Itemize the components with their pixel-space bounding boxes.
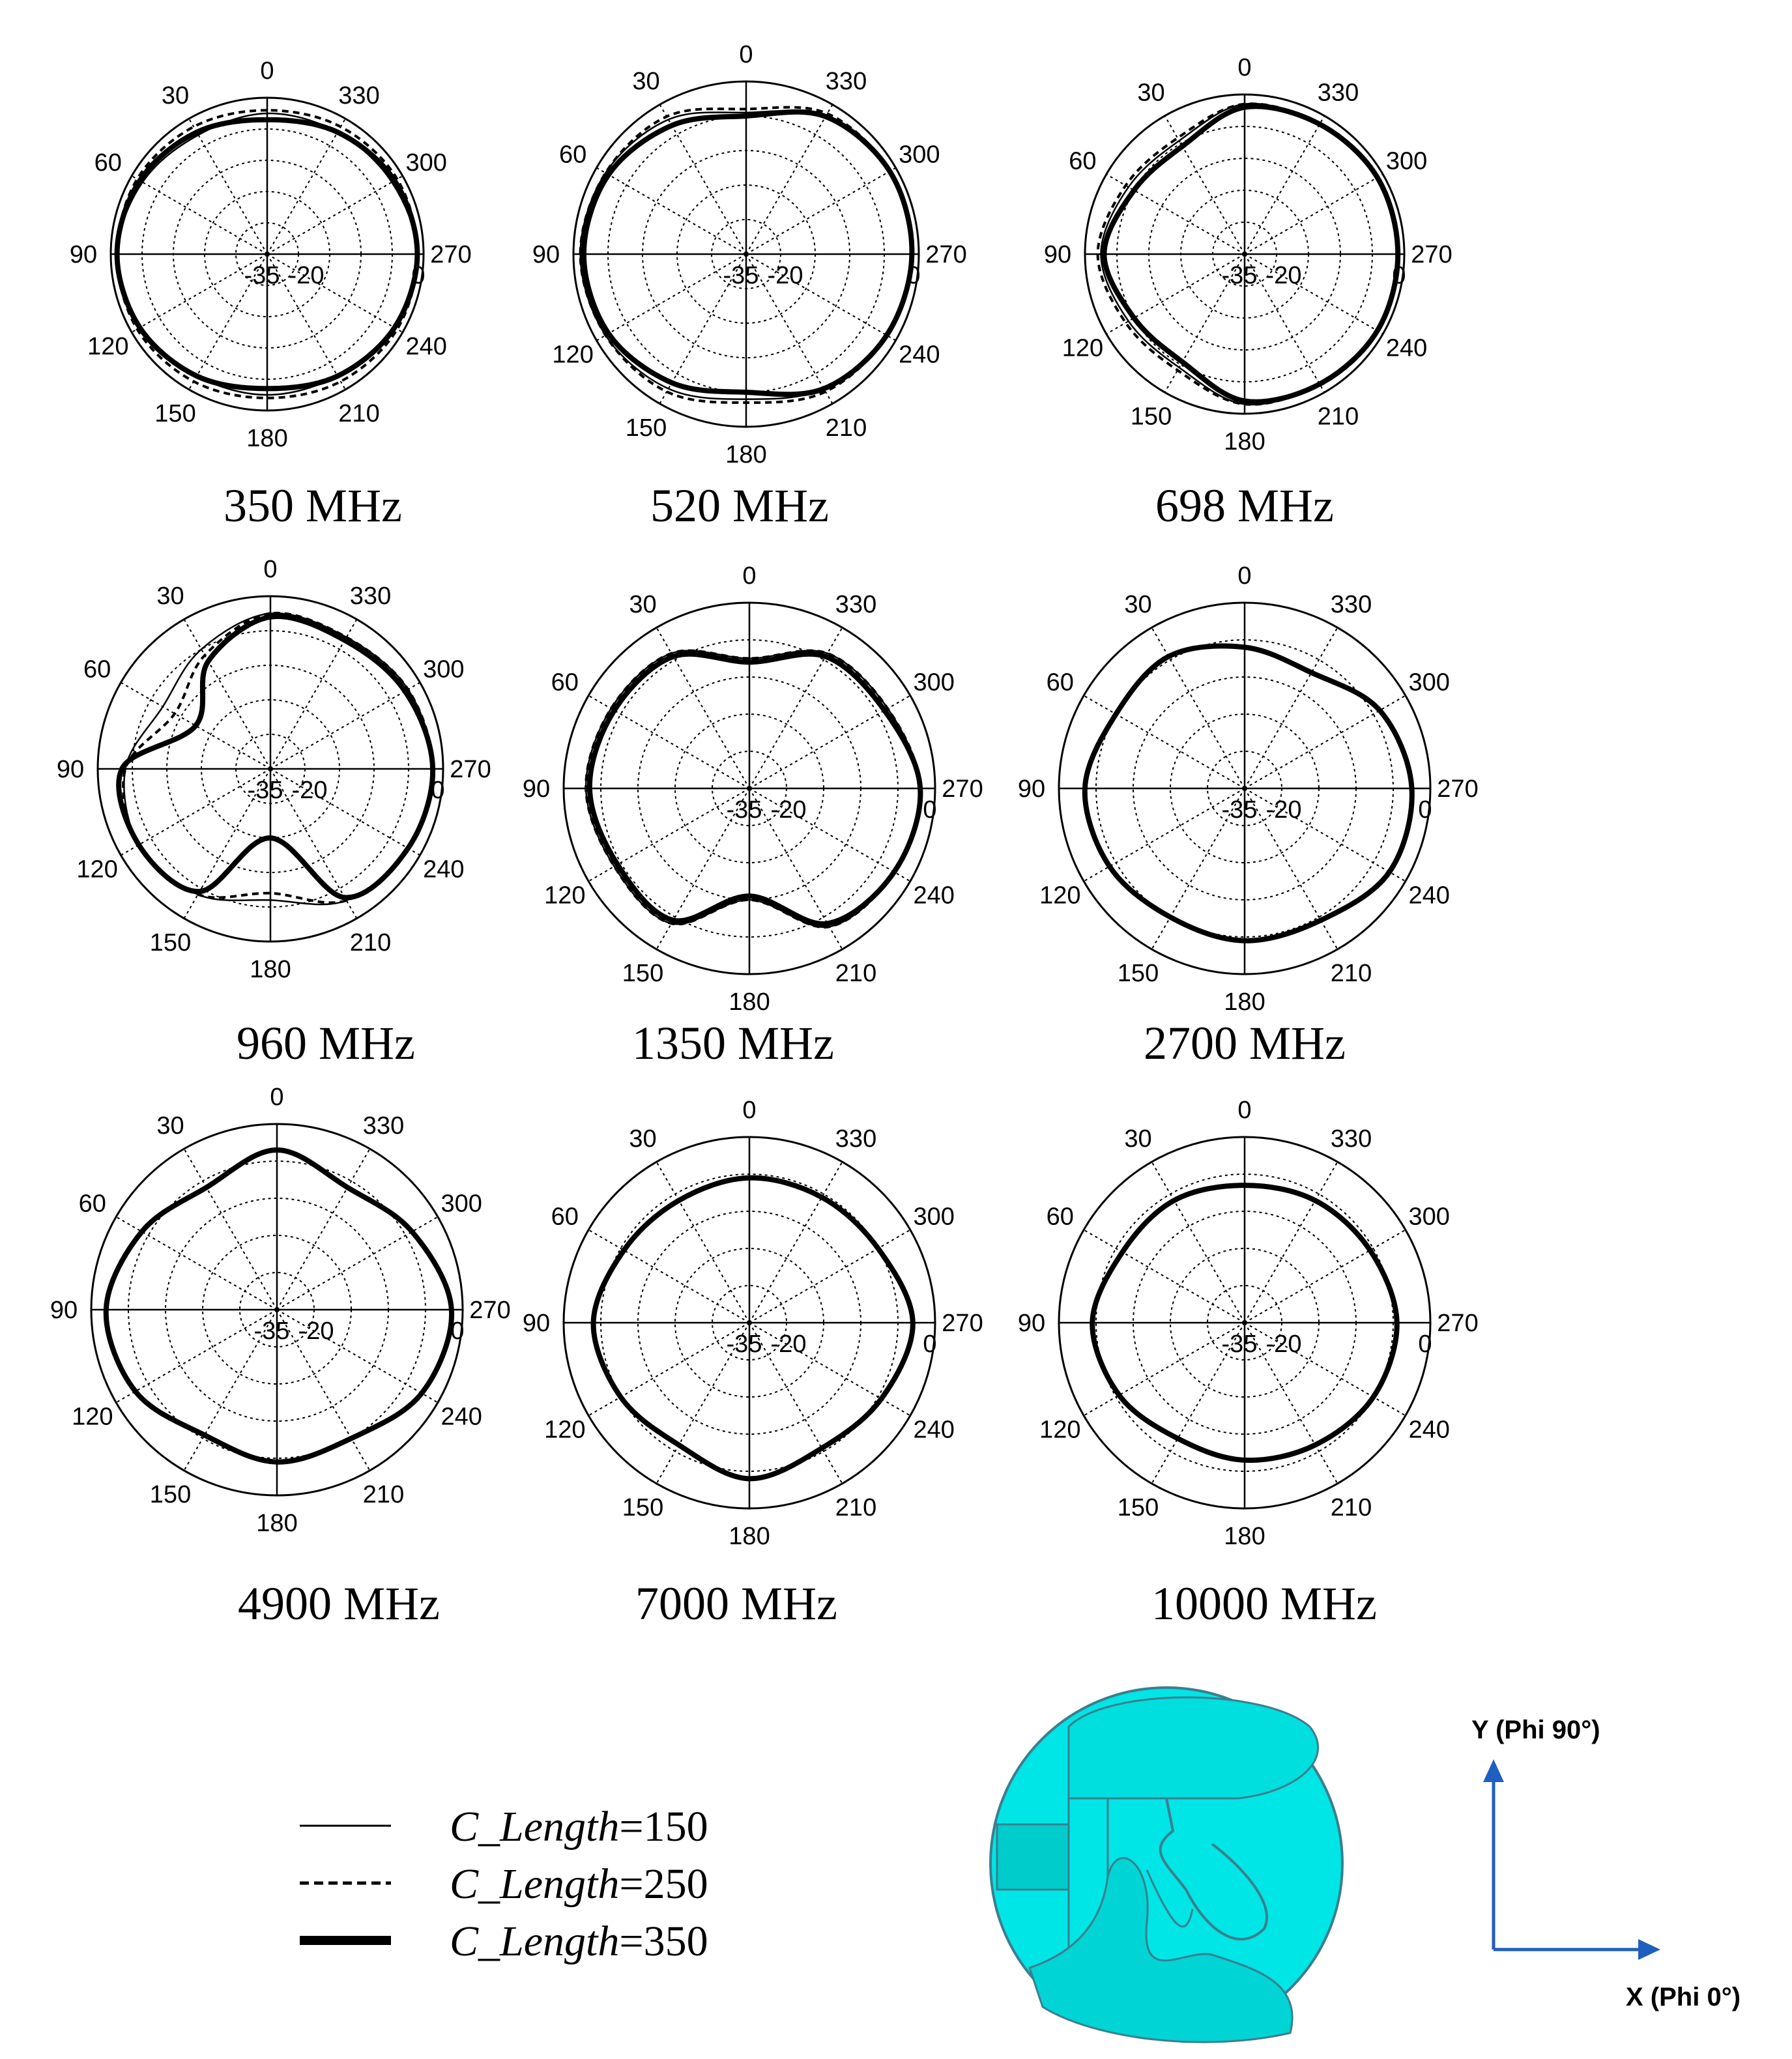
angle-tick-label: 270 (430, 241, 472, 268)
angle-tick-label: 90 (56, 756, 85, 783)
angle-tick-label: 270 (450, 756, 491, 783)
angle-tick-label: 180 (250, 956, 291, 983)
grid-spoke (746, 105, 833, 254)
angle-tick-label: 180 (256, 1510, 298, 1537)
angle-tick-label: 90 (522, 775, 551, 803)
frequency-caption: 698 MHz (1155, 480, 1334, 532)
antenna-top-patch (1069, 1697, 1318, 1798)
grid-spoke (1245, 116, 1325, 254)
radial-tick-label: -35 (1221, 262, 1258, 289)
angle-tick-label: 180 (729, 1523, 770, 1550)
radial-tick-label: -35 (1221, 796, 1258, 824)
series-line-c-length-350 (106, 1150, 452, 1462)
frequency-caption: 960 MHz (237, 1017, 415, 1069)
angle-tick-label: 0 (742, 562, 757, 590)
angle-tick-label: 0 (1237, 1097, 1252, 1124)
angle-tick-label: 150 (154, 400, 196, 428)
angle-tick-label: 270 (1437, 775, 1479, 803)
legend-label-350: C_Length=350 (450, 1918, 708, 1965)
radial-tick-label: -20 (1265, 1331, 1302, 1358)
radial-tick-label: -20 (1265, 796, 1302, 824)
radial-tick-label: -35 (247, 777, 283, 804)
polar-chart (1044, 54, 1452, 532)
grid-spoke (267, 176, 403, 254)
angle-tick-label: 240 (423, 856, 465, 884)
polar-chart (1018, 1097, 1479, 1630)
angle-tick-label: 90 (1017, 1310, 1046, 1337)
angle-tick-label: 120 (1039, 1416, 1081, 1444)
grid-spoke (1084, 696, 1245, 789)
series-line-c-length-250 (123, 613, 433, 902)
angle-tick-label: 150 (149, 929, 192, 957)
legend-label-250: C_Length=250 (450, 1860, 708, 1908)
grid-spoke (597, 168, 746, 255)
grid-spoke (270, 683, 420, 770)
angle-tick-label: 240 (913, 882, 955, 910)
radial-tick-label: -35 (244, 262, 280, 289)
angle-tick-label: 90 (1043, 241, 1072, 268)
angle-tick-label: 180 (729, 988, 770, 1016)
series-line-c-length-350 (1085, 646, 1412, 940)
radial-tick-label: 0 (1418, 1331, 1432, 1358)
angle-tick-label: 120 (552, 341, 594, 369)
radial-tick-label: 0 (1418, 796, 1432, 824)
angle-tick-label: 90 (50, 1297, 78, 1324)
angle-tick-label: 300 (441, 1190, 482, 1218)
angle-tick-label: 180 (1224, 428, 1265, 455)
angle-tick-label: 240 (441, 1403, 482, 1431)
angle-tick-label: 180 (1224, 988, 1265, 1016)
angle-tick-label: 120 (76, 856, 118, 884)
polar-chart (523, 1097, 983, 1630)
angle-tick-label: 60 (78, 1190, 106, 1218)
angle-tick-label: 240 (405, 333, 447, 360)
angle-tick-label: 330 (1330, 1125, 1372, 1153)
series-line-c-length-350 (119, 616, 433, 898)
grid-spoke (588, 788, 749, 882)
grid-spoke (116, 1310, 277, 1403)
angle-tick-label: 150 (622, 1494, 664, 1522)
angle-tick-label: 330 (362, 1112, 405, 1140)
angle-tick-label: 240 (899, 341, 940, 369)
radial-tick-label: 0 (450, 1317, 465, 1345)
frequency-caption: 2700 MHz (1144, 1017, 1346, 1069)
radial-tick-label: -35 (726, 796, 762, 824)
angle-tick-label: 240 (913, 1416, 955, 1444)
y-axis-label: Y (Phi 90°) (1471, 1716, 1600, 1744)
angle-tick-label: 210 (825, 414, 867, 442)
radial-tick-label: 0 (411, 262, 426, 289)
angle-tick-label: 330 (825, 68, 867, 96)
frequency-caption: 4900 MHz (238, 1577, 440, 1630)
frequency-caption: 520 MHz (650, 480, 829, 532)
angle-tick-label: 120 (544, 882, 586, 910)
angle-tick-label: 150 (622, 960, 664, 988)
angle-tick-label: 210 (835, 960, 877, 988)
grid-spoke (1165, 116, 1245, 254)
angle-tick-label: 120 (544, 1416, 586, 1444)
angle-tick-label: 90 (532, 241, 560, 268)
radial-tick-label: 0 (906, 262, 921, 289)
radial-tick-label: 0 (923, 1331, 937, 1358)
radial-tick-label: -35 (723, 262, 759, 289)
radial-tick-label: -20 (767, 262, 803, 289)
angle-tick-label: 0 (739, 41, 753, 68)
radial-tick-label: -35 (1221, 1331, 1258, 1358)
angle-tick-label: 60 (551, 669, 579, 697)
angle-tick-label: 210 (835, 1494, 877, 1522)
angle-tick-label: 210 (338, 400, 380, 428)
angle-tick-label: 330 (349, 583, 392, 611)
angle-tick-label: 240 (1408, 1416, 1450, 1444)
x-arrow-head (1638, 1939, 1660, 1960)
angle-tick-label: 150 (625, 414, 667, 442)
radial-tick-label: -20 (288, 262, 325, 289)
radial-tick-label: -35 (726, 1331, 762, 1358)
angle-tick-label: 240 (1385, 334, 1428, 362)
radial-tick-label: 0 (923, 796, 937, 824)
angle-tick-label: 330 (835, 590, 877, 618)
angle-tick-label: 0 (1237, 54, 1252, 81)
angle-tick-label: 0 (260, 57, 274, 85)
angle-tick-label: 270 (942, 1310, 983, 1337)
angle-tick-label: 300 (899, 141, 940, 169)
antenna-top-view (990, 1688, 1342, 2042)
angle-tick-label: 90 (522, 1310, 551, 1337)
legend-label-150: C_Length=150 (450, 1803, 708, 1850)
grid-spoke (1245, 175, 1383, 255)
grid-spoke (1084, 1323, 1245, 1416)
angle-tick-label: 180 (246, 425, 288, 452)
angle-tick-label: 90 (69, 241, 98, 268)
radial-tick-label: -20 (770, 1331, 807, 1358)
angle-tick-label: 30 (629, 1125, 657, 1153)
grid-spoke (749, 1230, 910, 1323)
radial-tick-label: 0 (431, 777, 445, 804)
angle-tick-label: 150 (1130, 403, 1172, 431)
angle-tick-label: 30 (156, 583, 184, 611)
radial-tick-label: 0 (1392, 262, 1406, 289)
angle-tick-label: 300 (1408, 669, 1450, 697)
angle-tick-label: 60 (83, 655, 111, 684)
angle-tick-label: 120 (1039, 882, 1081, 910)
polar-chart (57, 556, 491, 1069)
grid-spoke (746, 168, 895, 255)
grid-spoke (1106, 175, 1245, 255)
series-line-c-length-150 (124, 613, 433, 904)
angle-tick-label: 30 (1124, 590, 1152, 618)
legend (300, 1803, 708, 1965)
frequency-caption: 350 MHz (224, 480, 402, 532)
angle-tick-label: 300 (405, 149, 447, 177)
angle-tick-label: 300 (1408, 1203, 1450, 1231)
angle-tick-label: 60 (551, 1203, 579, 1231)
frequency-caption: 1350 MHz (632, 1017, 834, 1069)
radial-tick-label: -35 (253, 1317, 290, 1345)
axes-indicator (1471, 1716, 1741, 2011)
angle-tick-label: 300 (913, 1203, 955, 1231)
angle-tick-label: 60 (94, 149, 122, 177)
angle-tick-label: 270 (942, 775, 983, 803)
angle-tick-label: 60 (558, 141, 587, 169)
angle-tick-label: 270 (925, 241, 967, 268)
grid-spoke (189, 119, 267, 254)
polar-chart (70, 57, 472, 532)
polar-chart (1018, 562, 1479, 1069)
angle-tick-label: 30 (161, 81, 190, 109)
angle-tick-label: 30 (1124, 1125, 1152, 1153)
frequency-caption: 10000 MHz (1151, 1577, 1377, 1630)
frequency-caption: 7000 MHz (635, 1577, 837, 1630)
angle-tick-label: 30 (629, 590, 657, 618)
grid-spoke (1245, 1230, 1406, 1323)
angle-tick-label: 210 (1330, 960, 1372, 988)
grid-spoke (267, 254, 403, 332)
polar-chart (523, 562, 983, 1069)
angle-tick-label: 330 (835, 1125, 877, 1153)
angle-tick-label: 330 (338, 81, 380, 109)
angle-tick-label: 330 (1317, 79, 1359, 107)
angle-tick-label: 210 (1330, 1494, 1372, 1522)
angle-tick-label: 0 (270, 1084, 284, 1111)
polar-plots-grid (50, 41, 1479, 1630)
angle-tick-label: 300 (1385, 147, 1428, 175)
angle-tick-label: 120 (87, 333, 129, 360)
angle-tick-label: 30 (632, 68, 660, 96)
angle-tick-label: 120 (1062, 334, 1104, 362)
angle-tick-label: 30 (1137, 79, 1165, 107)
angle-tick-label: 60 (1046, 669, 1074, 697)
angle-tick-label: 150 (1117, 960, 1159, 988)
polar-chart (532, 41, 967, 532)
angle-tick-label: 150 (149, 1481, 192, 1509)
angle-tick-label: 210 (1317, 403, 1359, 431)
angle-tick-label: 270 (1437, 1310, 1479, 1337)
angle-tick-label: 0 (263, 556, 278, 583)
angle-tick-label: 60 (1046, 1203, 1074, 1231)
angle-tick-label: 30 (156, 1112, 184, 1140)
radial-tick-label: -20 (1265, 262, 1302, 289)
angle-tick-label: 300 (913, 669, 955, 697)
y-arrow-head (1483, 1759, 1504, 1782)
radial-tick-label: -20 (770, 796, 807, 824)
angle-tick-label: 90 (1017, 775, 1046, 803)
angle-tick-label: 60 (1069, 147, 1097, 175)
angle-tick-label: 180 (1224, 1523, 1265, 1550)
radial-tick-label: -20 (291, 777, 328, 804)
antenna-feed-stub (997, 1824, 1069, 1890)
x-axis-label: X (Phi 0°) (1626, 1983, 1741, 2011)
angle-tick-label: 240 (1408, 882, 1450, 910)
grid-spoke (1152, 627, 1245, 788)
angle-tick-label: 0 (1237, 562, 1252, 590)
angle-tick-label: 270 (1411, 241, 1452, 268)
angle-tick-label: 210 (362, 1481, 405, 1509)
angle-tick-label: 300 (423, 655, 465, 684)
angle-tick-label: 0 (742, 1097, 757, 1124)
radial-tick-label: -20 (298, 1317, 334, 1345)
grid-spoke (588, 1230, 749, 1323)
angle-tick-label: 120 (72, 1403, 113, 1431)
grid-spoke (267, 119, 345, 254)
grid-spoke (588, 1323, 749, 1416)
grid-spoke (132, 176, 267, 254)
angle-tick-label: 150 (1117, 1494, 1159, 1522)
angle-tick-label: 270 (469, 1297, 511, 1324)
angle-tick-label: 330 (1330, 590, 1372, 618)
polar-chart (50, 1084, 511, 1630)
angle-tick-label: 180 (725, 441, 767, 468)
angle-tick-label: 210 (349, 929, 392, 957)
